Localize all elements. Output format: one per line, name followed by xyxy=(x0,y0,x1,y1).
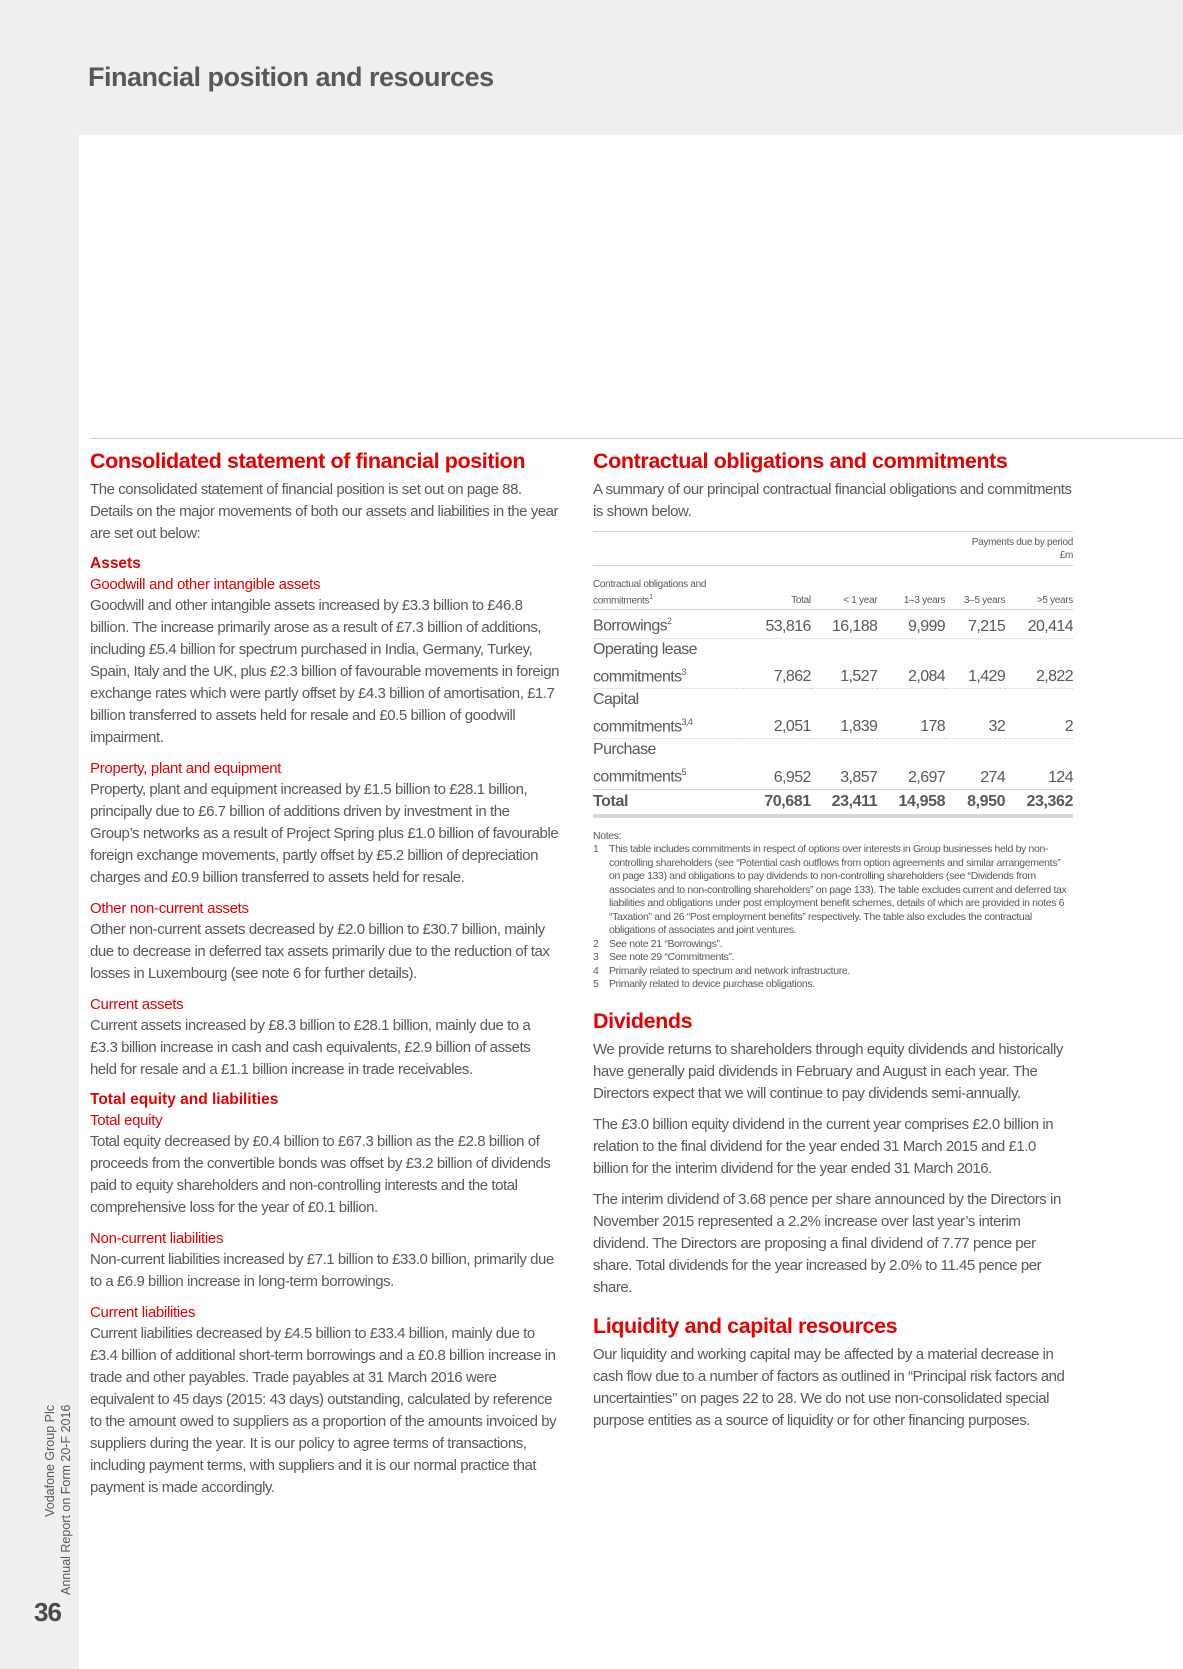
contractual-intro: A summary of our principal contractual financial obligations and commitments is shown below. xyxy=(593,481,1072,520)
note-item: 4 Primarily related to spectrum and network infrastructure. xyxy=(593,964,850,977)
consolidated-intro: The consolidated statement of financial position is set out on page 88. Details on the major movements of both our assets and liabilities in the year are set out below: xyxy=(90,481,559,542)
total-label: Total xyxy=(593,789,743,816)
table-row xyxy=(593,688,1073,738)
cell: 23,411 xyxy=(811,789,878,816)
row-label-operating-lease: Operating lease commitments$^3$ xyxy=(593,638,743,688)
cell: 1,429 xyxy=(945,638,1005,688)
caption-line1: Payments due by period xyxy=(971,537,1073,548)
left-column xyxy=(90,448,560,1508)
noncurrent-liabilities-title: Non-current liabilities xyxy=(90,1230,224,1247)
other-noncurrent-assets-text: Other non-current assets decreased by £2.0 billion to £30.7 billion, mainly due to decrease in deferred tax assets primarily due to the reduction of tax losses in Luxembourg (see note 6 for further details). xyxy=(90,921,550,982)
dividends-paragraph: The interim dividend of 3.68 pence per share announced by the Directors in November 2015 represented a 2.2% increase over last year’s interim dividend. The Directors are proposing a final dividend of 7.77 pence per share. Total dividends for the year increased by 2.0% to 11.45 pence per share. xyxy=(593,1190,1061,1296)
cell: 7,215 xyxy=(945,610,1005,638)
current-liabilities-title: Current liabilities xyxy=(90,1304,196,1321)
note-item: 2 See note 21 “Borrowings”. xyxy=(593,937,723,950)
cell: 70,681 xyxy=(743,789,811,816)
dividends-paragraph: We provide returns to shareholders through equity dividends and historically have generally paid dividends in February and August in each year. The Directors expect that we will continue to pay dividends semi-annually. xyxy=(593,1040,1063,1102)
col-header-3to5: 3–5 years xyxy=(945,566,1005,610)
caption-line2: £m xyxy=(1059,550,1073,561)
right-column xyxy=(593,448,1073,1441)
note-item: 1 This table includes commitments in respect of options over interests in Group businesses held by non-controlling shareholders (see “Potential cash outflows from option agreements and similar arrangements” on page 133) and obligations to pay dividends to non-controlling shareholders (see “Dividends from associates and to non-controlling shareholders” on page 133). The table excludes current and deferred tax liabilities and obligations under post employment benefit schemes, details of which are provided in notes 6 “Taxation” and 26 “Post employment benefits” respectively. The table also excludes the contractual obligations of associates and joint ventures. xyxy=(593,843,1067,937)
table-row xyxy=(593,610,1073,638)
side-label-company: Vodafone Group Plc xyxy=(43,1405,57,1517)
col-header-gt5: >5 years xyxy=(1005,566,1073,610)
cell: 2,822 xyxy=(1005,638,1073,688)
ppe-title: Property, plant and equipment xyxy=(90,760,282,777)
note-item: 5 Primarily related to device purchase obligations. xyxy=(593,978,815,991)
col-header-1to3: 1–3 years xyxy=(877,566,945,610)
table-row xyxy=(593,739,1073,789)
row-label-capital: Capital commitments$^{3,4}$ xyxy=(593,688,743,738)
row-label-borrowings: Borrowings$^2$ xyxy=(593,610,743,638)
table-row xyxy=(593,638,1073,688)
current-assets-text: Current assets increased by £8.3 billion to £28.1 billion, mainly due to a £3.3 billion increase in cash and cash equivalents, £2.9 billion of assets held for resale and a £1.1 billion increase in trade receivables. xyxy=(90,1017,531,1078)
side-label xyxy=(42,1405,78,1595)
dividends-paragraph: The £3.0 billion equity dividend in the current year comprises £2.0 billion in relation to the final dividend for the year ended 31 March 2015 and £1.0 billion for the interim dividend for the year ended 31 March 2016. xyxy=(593,1115,1054,1177)
dividends-heading: Dividends xyxy=(593,1008,693,1033)
cell: 2,697 xyxy=(877,739,945,789)
note-item: 3 See note 29 “Commitments”. xyxy=(593,951,735,964)
cell: 274 xyxy=(945,739,1005,789)
page-number: 36 xyxy=(34,1597,61,1627)
cell: 20,414 xyxy=(1005,610,1073,638)
current-assets-title: Current assets xyxy=(90,996,184,1013)
cell: 53,816 xyxy=(743,610,811,638)
table-caption-row xyxy=(593,532,1073,566)
contractual-obligations-table xyxy=(593,531,1073,818)
noncurrent-liabilities-text: Non-current liabilities increased by £7.1 billion to £33.0 billion, primarily due to a £6.9 billion increase in long-term borrowings. xyxy=(90,1251,554,1290)
cell: 124 xyxy=(1005,739,1073,789)
cell: 9,999 xyxy=(877,610,945,638)
contractual-heading: Contractual obligations and commitments xyxy=(593,449,1008,473)
col-header-total: Total xyxy=(743,566,811,610)
section-divider xyxy=(90,438,1183,439)
consolidated-statement-heading: Consolidated statement of financial position xyxy=(90,449,526,473)
cell: 2,051 xyxy=(743,688,811,738)
row-label-purchase: Purchase commitments$^5$ xyxy=(593,739,743,789)
cell: 2,084 xyxy=(877,638,945,688)
cell: 23,362 xyxy=(1005,789,1073,816)
cell: 3,857 xyxy=(811,739,878,789)
liquidity-text: Our liquidity and working capital may be affected by a material decrease in cash flow due to a number of factors as outlined in “Principal risk factors and uncertainties” on pages 22 to 28. We do not use non-consolidated special purpose entities as a source of liquidity or for other financing purposes. xyxy=(593,1345,1065,1429)
total-equity-title: Total equity xyxy=(90,1112,163,1129)
col-header-lt1: < 1 year xyxy=(811,566,878,610)
table-header-row xyxy=(593,566,1073,610)
table-total-row xyxy=(593,789,1073,816)
page-title: Financial position and resources xyxy=(88,62,494,92)
cell: 6,952 xyxy=(743,739,811,789)
assets-heading: Assets xyxy=(90,555,141,572)
cell: 16,188 xyxy=(811,610,878,638)
liquidity-heading: Liquidity and capital resources xyxy=(593,1313,898,1338)
cell: 2 xyxy=(1005,688,1073,738)
ppe-text: Property, plant and equipment increased by £1.5 billion to £28.1 billion, principally due to £6.7 billion of additions driven by investment in the Group’s networks as a result of Project Spring plus £1.0 billion of favourable foreign exchange movements, partly offset by £5.2 billion of depreciation charges and £0.9 billion transferred to assets held for resale. xyxy=(90,781,559,886)
total-equity-text: Total equity decreased by £0.4 billion to £67.3 billion as the £2.8 billion of proceeds from the convertible bonds was offset by £3.2 billion of dividends paid to equity shareholders and non-controlling interests and the total comprehensive loss for the year of £0.1 billion. xyxy=(90,1133,551,1216)
cell: 178 xyxy=(877,688,945,738)
cell: 1,839 xyxy=(811,688,878,738)
col-header-obligation: Contractual obligations and commitments$^1$ xyxy=(593,566,743,610)
cell: 8,950 xyxy=(945,789,1005,816)
side-label-report: Annual Report on Form 20-F 2016 xyxy=(59,1404,73,1595)
cell: 14,958 xyxy=(877,789,945,816)
equity-liabilities-heading: Total equity and liabilities xyxy=(90,1091,279,1108)
other-noncurrent-assets-title: Other non-current assets xyxy=(90,900,249,917)
current-liabilities-text: Current liabilities decreased by £4.5 billion to £33.4 billion, mainly due to £3.4 billion of additional short-term borrowings and a £0.8 billion increase in trade and other payables. Trade payables at 31 March 2016 were equivalent to 45 days (2015: 43 days) outstanding, calculated by reference to the amount owed to suppliers as a proportion of the amounts invoiced by suppliers during the year. It is our policy to agree terms of transactions, including payment terms, with suppliers and it is our normal practice that payment is made accordingly. xyxy=(90,1325,557,1496)
cell: 7,862 xyxy=(743,638,811,688)
cell: 32 xyxy=(945,688,1005,738)
goodwill-text: Goodwill and other intangible assets increased by £3.3 billion to £46.8 billion. The increase primarily arose as a result of £7.3 billion of additions, including £5.4 billion for spectrum purchased in India, Germany, Turkey, Spain, Italy and the UK, plus £2.3 billion of favourable movements in foreign exchange rates which were partly offset by £4.3 billion of amortisation, £1.7 billion transferred to assets held for resale and £0.5 billion of goodwill impairment. xyxy=(90,597,559,746)
goodwill-title: Goodwill and other intangible assets xyxy=(90,576,321,593)
table-notes xyxy=(593,830,1073,992)
notes-heading: Notes: xyxy=(593,829,622,842)
table-caption xyxy=(593,532,1073,566)
cell: 1,527 xyxy=(811,638,878,688)
